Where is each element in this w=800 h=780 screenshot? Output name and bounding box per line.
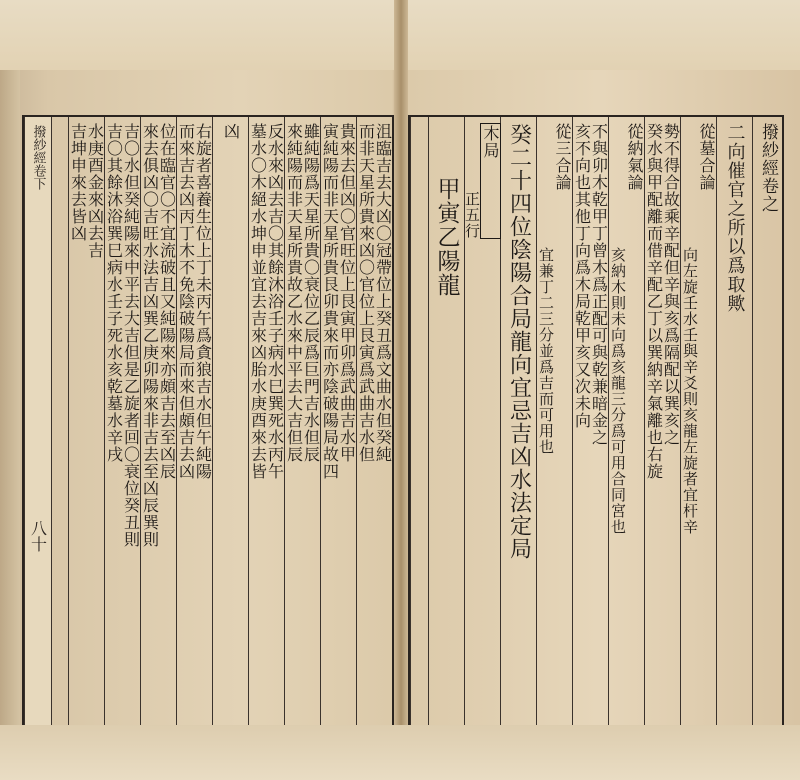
left-edge (0, 70, 20, 725)
section-heading: 從墓合論 (697, 123, 716, 191)
text-column (464, 117, 500, 727)
note-line: 貴來去但凶〇官旺位上艮寅甲卯爲武曲吉水甲 (337, 123, 357, 463)
book-spine (394, 0, 408, 780)
note-line: 位在臨官〇不宜流破且又純陽來亦頗吉去至凶辰 (157, 123, 177, 480)
section-box-label: 木局 (480, 123, 501, 239)
text-column (572, 117, 608, 727)
page-number: 八十 (28, 520, 48, 552)
text-column (428, 117, 464, 727)
text-column (212, 117, 248, 727)
note-line: 吉〇其餘沐浴巽巳病水壬子死水亥乾墓水辛戌 (104, 123, 124, 463)
text-column (284, 117, 320, 727)
text-column (536, 117, 572, 727)
right-page (408, 115, 784, 729)
note-line: 來去俱凶〇吉旺水法吉凶巽乙庚卯陽來非吉去至凶辰巽則 (140, 123, 160, 548)
note-line: 而非天星所貴來凶〇官位上艮寅爲武曲吉水但 (356, 123, 376, 463)
text-column (68, 117, 104, 727)
text-column (716, 117, 752, 727)
note-line: 墓水〇木絕水坤申並宜去吉來凶胎水庚酉來去皆 (248, 123, 268, 480)
note-line: 勢不得合故乘辛配但辛與亥爲隔配以巽亥之 (661, 123, 681, 446)
note-line: 不與卯木乾甲丁曾木爲正配可與乾兼暗金之 (589, 123, 609, 446)
page-fold-margin (24, 117, 52, 727)
section-heading: 從三合論 (553, 123, 572, 191)
text-column (500, 117, 536, 727)
text-column (680, 117, 716, 727)
column-note: 亥納木則未向爲亥龍三分爲可用合同宮也 (609, 247, 627, 535)
note-line: 而來吉去凶丙丁木不免陰破陽局而來但頗吉去凶 (176, 123, 196, 480)
note-line: 吉〇水但癸純陽來中平去大吉但是乙旋者回〇衰位癸丑則 (121, 123, 141, 548)
text-column (410, 117, 428, 727)
note-line: 反水來凶去吉〇其餘沐浴壬子病水巳巽死水丙午 (265, 123, 285, 480)
text-column (104, 117, 140, 727)
note-line: 沮臨吉去大凶〇冠帶位上癸丑爲文曲水但癸純 (373, 123, 393, 463)
column-note: 正五行 (463, 191, 481, 239)
text-column (356, 117, 392, 727)
column-note: 向左旋壬水壬與辛爻則亥龍左旋者宜杆辛 (681, 247, 699, 535)
text-column (320, 117, 356, 727)
note-line: 來純陽而非天星所貴故乙水來中平去大吉但辰 (284, 123, 304, 463)
header-text: 撥紗經卷之 (758, 123, 778, 213)
fold-label: 撥紗經卷下 (30, 125, 46, 190)
text-column (644, 117, 680, 727)
text-column (248, 117, 284, 727)
section-heading: 甲寅乙陽龍 (433, 177, 460, 297)
note-line: 吉坤申來去皆凶 (68, 123, 88, 242)
section-heading: 從納氣論 (625, 123, 644, 191)
note-line: 亥不向也其他丁向爲木局乾甲亥又次未向 (572, 123, 592, 429)
bottom-margin (0, 725, 800, 780)
column-text: 二向催官之所以爲取歟 (724, 123, 746, 313)
chapter-title: 癸二十四位陰陽合局龍向宜忌吉凶水法定局 (506, 123, 532, 560)
text-column (140, 117, 176, 727)
running-header (752, 117, 782, 727)
text-column (176, 117, 212, 727)
note-line: 雖純陽爲天星所貴〇衰位乙辰爲巨門吉水但辰 (301, 123, 321, 463)
column-note: 宜兼丁二三分並爲吉而可用也 (537, 247, 555, 455)
note-line: 寅純陽而非天星所貴艮卯貴來而亦陰破陽局故四 (320, 123, 340, 480)
text-column (608, 117, 644, 727)
note-line: 右旋者喜養生位上丁未丙午爲貪狼吉水但午純陽 (193, 123, 213, 480)
note-line: 水庚酉金來凶去吉 (85, 123, 105, 259)
left-page (22, 115, 394, 729)
note-line: 癸水與甲配離而借辛配乙丁以巽納辛氣離也右旋 (644, 123, 664, 480)
column-text: 凶 (221, 123, 241, 140)
